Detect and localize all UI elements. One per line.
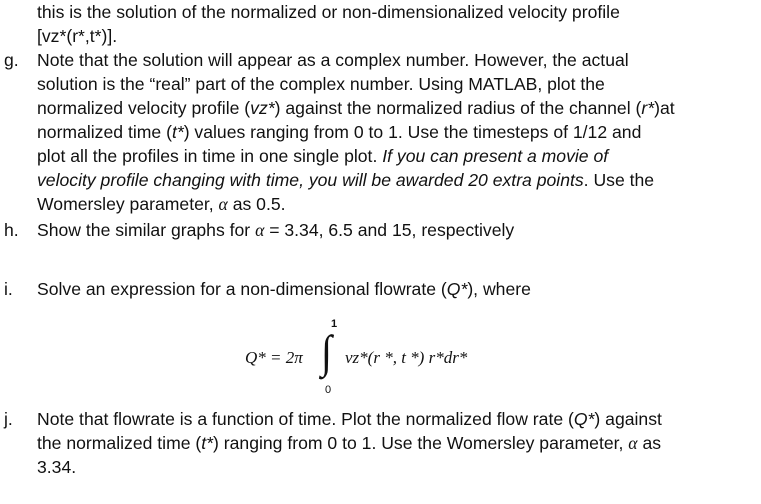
item-i-q-symbol: Q*: [446, 279, 468, 299]
formula-integrand: vz*(r *, t *) r*dr*: [345, 348, 468, 367]
item-h-alpha-symbol: α: [255, 220, 265, 240]
item-i-text-b: ), where: [467, 279, 531, 299]
item-g-line-3-e: )at: [654, 98, 675, 118]
item-g-line-1: Note that the solution will appear as a complex number. However, the actual: [37, 50, 629, 70]
item-g-line-5: [37, 145, 608, 168]
item-g-line-5-italic: If you can present a movie of: [382, 146, 609, 166]
item-g-label: g.: [4, 50, 19, 70]
item-f-continuation-line-2: [vz*(r*,t*)].: [37, 26, 118, 46]
item-i-line: [37, 278, 531, 301]
item-j-line-1-a: Note that flowrate is a function of time. Plot the normalized flow rate (: [37, 409, 574, 429]
item-j-line-2-c: ) ranging from 0 to 1. Use the Womersley parameter,: [213, 433, 624, 453]
item-g-line-3-c: ) against the normalized radius of the channel (: [274, 98, 642, 118]
item-j-line-2: [37, 432, 661, 455]
item-g-line-4-a: normalized time (: [37, 122, 172, 142]
item-j-line-2-a: the normalized time (: [37, 433, 202, 453]
formula-lower-limit: 0: [325, 384, 332, 396]
item-j-line-3: 3.34.: [37, 457, 77, 477]
formula-upper-limit: 1: [331, 318, 338, 330]
item-g-line-6-b: . Use the: [583, 170, 655, 190]
item-i-label: i.: [4, 279, 13, 299]
item-g-line-4-c: ) values ranging from 0 to 1. Use the timesteps of 1/12 and: [183, 122, 642, 142]
item-g-vz-symbol: vz*: [250, 98, 275, 118]
item-g-r-symbol: r*: [641, 98, 655, 118]
item-j-line-1-c: ) against: [594, 409, 662, 429]
item-j-alpha-symbol: α: [628, 433, 638, 453]
item-i-text-a: Solve an expression for a non-dimensional flowrate (: [37, 279, 447, 299]
item-g-line-7: [37, 193, 286, 216]
item-g-t-symbol: t*: [171, 122, 184, 142]
item-g-line-4: [37, 121, 641, 144]
formula-lhs: Q* = 2π: [245, 348, 303, 367]
formula-integral-sign: ∫: [321, 325, 332, 378]
item-g-line-3-a: normalized velocity profile (: [37, 98, 251, 118]
item-j-q-symbol: Q*: [573, 409, 595, 429]
item-h-text-b: = 3.34, 6.5 and 15, respectively: [269, 220, 515, 240]
item-j-line-2-e: as: [642, 433, 662, 453]
item-h-label: h.: [4, 220, 19, 240]
item-h-text-a: Show the similar graphs for: [37, 220, 251, 240]
item-g-line-7-c: as 0.5.: [232, 194, 286, 214]
flowrate-formula: [245, 318, 545, 398]
item-g-line-5-a: plot all the profiles in time in one single plot.: [37, 146, 378, 166]
item-h-line: [37, 219, 514, 242]
item-j-label: j.: [4, 409, 13, 429]
item-g-line-6: [37, 169, 654, 192]
item-j-t-symbol: t*: [201, 433, 214, 453]
item-j-line-1: [37, 408, 662, 431]
item-g-alpha-symbol: α: [218, 194, 228, 214]
item-g-line-6-italic: velocity profile changing with time, you will be awarded 20 extra points: [37, 170, 584, 190]
item-g-line-2: solution is the “real” part of the complex number. Using MATLAB, plot the: [37, 74, 605, 94]
item-f-continuation-line-1: this is the solution of the normalized or non-dimensionalized velocity profile: [37, 2, 620, 22]
item-g-line-7-a: Womersley parameter,: [37, 194, 214, 214]
item-g-line-3: [37, 97, 675, 120]
